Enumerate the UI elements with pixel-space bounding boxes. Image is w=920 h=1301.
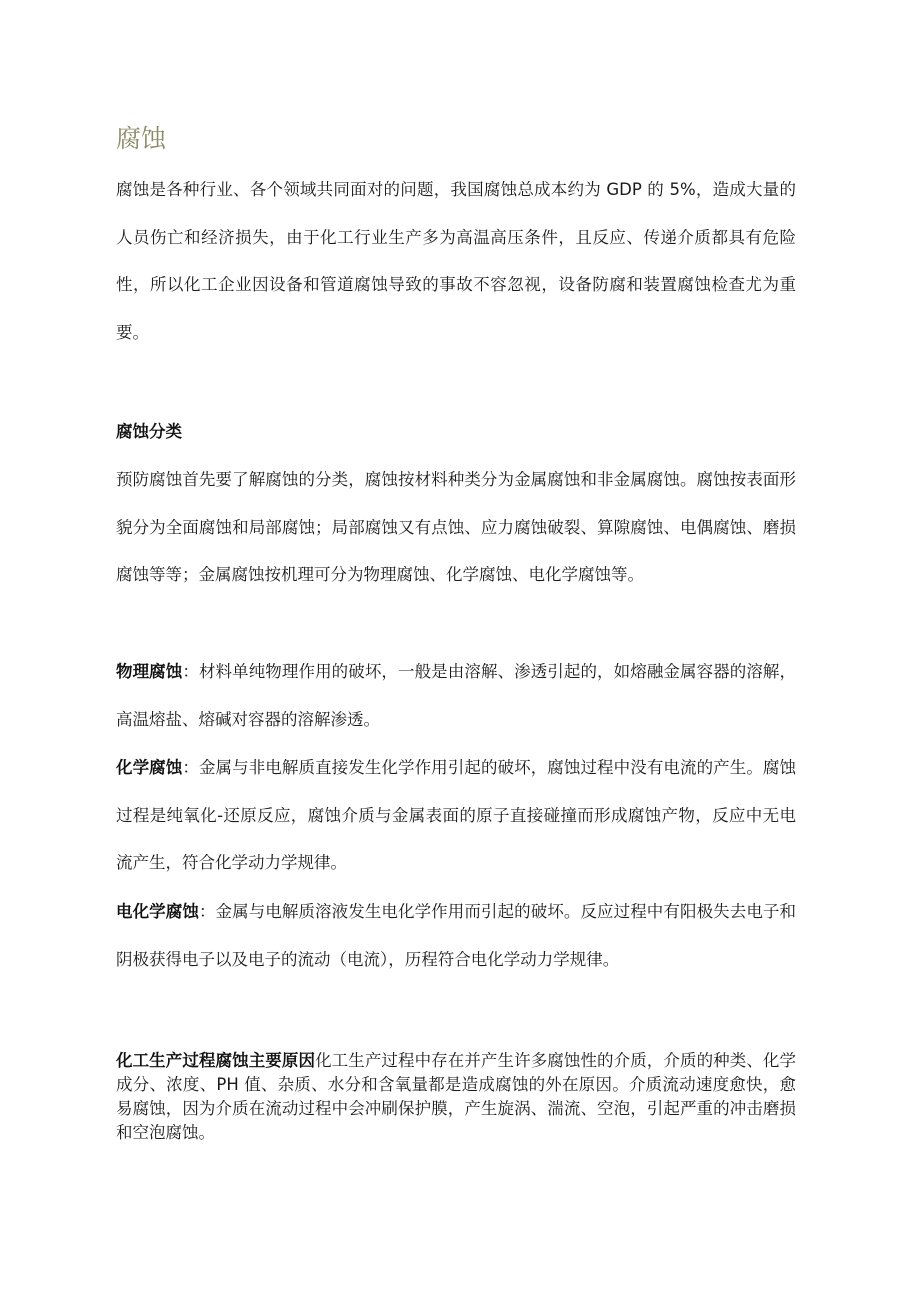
classification-paragraph: 预防腐蚀首先要了解腐蚀的分类，腐蚀按材料种类分为金属腐蚀和非金属腐蚀。腐蚀按表面形貌分为全面腐蚀和局部腐蚀；局部腐蚀又有点蚀、应力腐蚀破裂、算隙腐蚀、电偶腐蚀、磨损腐蚀等等；金属腐蚀按机理可分为物理腐蚀、化学腐蚀、电化学腐蚀等。 — [116, 470, 796, 584]
definition-separator: ： — [182, 758, 199, 777]
causes-text: 化工生产过程中存在并产生许多腐蚀性的介质，介质的种类、化学成分、浓度、PH 值、杂质、水分和含氧量都是造成腐蚀的外在原因。介质流动速度愈快，愈易腐蚀，因为介质在流动过程中会冲刷保护膜，产生旋涡、湍流、空泡，引起严重的冲击磨损和空泡腐蚀。 — [116, 1051, 797, 1142]
document-title: 腐蚀 — [116, 124, 167, 153]
causes-paragraph — [116, 1049, 796, 1145]
definition-text: 金属与电解质溶液发生电化学作用而引起的破坏。反应过程中有阳极失去电子和阴极获得电子以及电子的流动（电流），历程符合电化学动力学规律。 — [116, 902, 797, 969]
definition-physical-corrosion — [116, 648, 796, 743]
definition-chemical-corrosion — [116, 744, 796, 887]
definition-electrochemical-corrosion — [116, 888, 796, 983]
definition-term: 物理腐蚀 — [116, 662, 183, 681]
definition-term: 化学腐蚀 — [116, 758, 183, 777]
section-heading-classification: 腐蚀分类 — [116, 422, 182, 441]
definition-separator: ： — [182, 662, 199, 681]
definition-separator: ： — [198, 902, 216, 921]
definition-term: 电化学腐蚀 — [116, 902, 199, 921]
definition-text: 材料单纯物理作用的破坏，一般是由溶解、渗透引起的，如熔融金属容器的溶解，高温熔盐、熔碱对容器的溶解渗透。 — [116, 662, 797, 729]
intro-paragraph: 腐蚀是各种行业、各个领域共同面对的问题，我国腐蚀总成本约为 GDP 的 5%，造成大量的人员伤亡和经济损失，由于化工行业生产多为高温高压条件，且反应、传递介质都具有危险性，所以化工企业因设备和管道腐蚀导致的事故不容忽视，设备防腐和装置腐蚀检查尤为重要。 — [116, 180, 796, 342]
section-heading-causes: 化工生产过程腐蚀主要原因 — [116, 1051, 316, 1070]
definition-text: 金属与非电解质直接发生化学作用引起的破坏，腐蚀过程中没有电流的产生。腐蚀过程是纯氧化-还原反应，腐蚀介质与金属表面的原子直接碰撞而形成腐蚀产物，反应中无电流产生，符合化学动力学规律。 — [116, 758, 797, 872]
